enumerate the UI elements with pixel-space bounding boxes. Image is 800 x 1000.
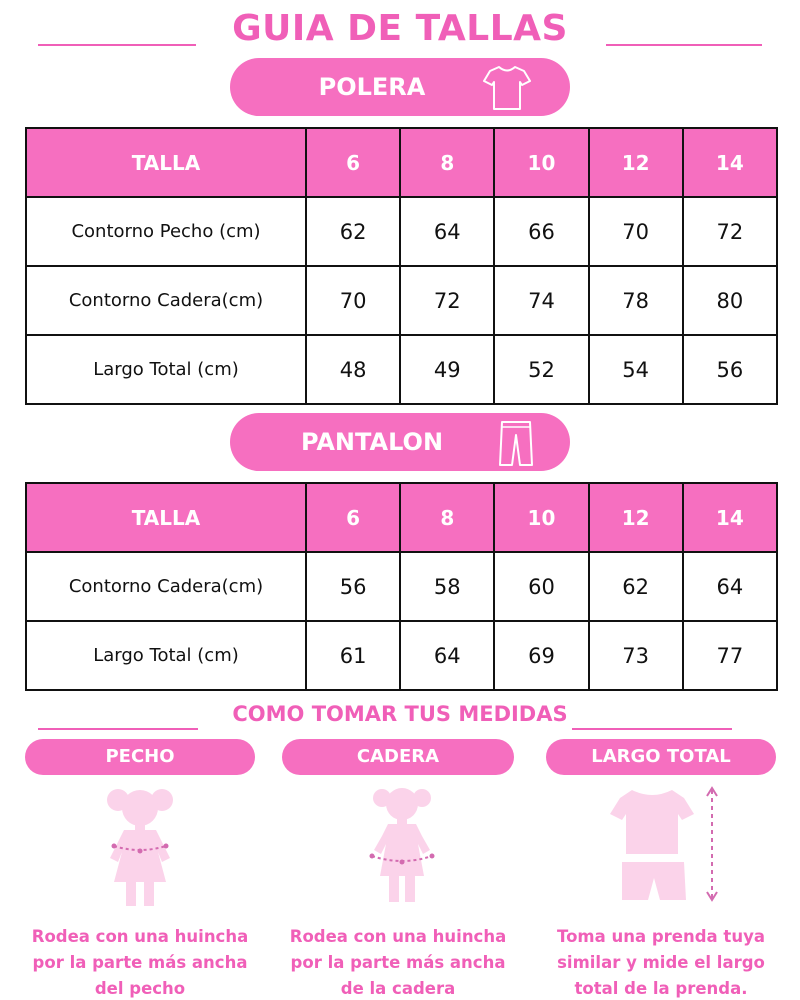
header-cell: 12 bbox=[589, 483, 683, 552]
header-cell: 6 bbox=[306, 483, 400, 552]
header-cell: 14 bbox=[683, 483, 777, 552]
how-to-title: COMO TOMAR TUS MEDIDAS bbox=[232, 702, 568, 726]
value-cell: 56 bbox=[683, 335, 777, 404]
value-cell: 70 bbox=[589, 197, 683, 266]
value-cell: 62 bbox=[589, 552, 683, 621]
polera-section-label: POLERA bbox=[318, 73, 426, 101]
header-cell: 14 bbox=[683, 128, 777, 197]
table-row bbox=[26, 621, 777, 690]
caption-line: total de la prenda. bbox=[574, 979, 748, 998]
value-cell: 58 bbox=[400, 552, 494, 621]
caption-line: por la parte más ancha bbox=[32, 953, 248, 972]
value-cell: 74 bbox=[494, 266, 588, 335]
cadera-pill: CADERA bbox=[282, 739, 514, 775]
value-cell: 77 bbox=[683, 621, 777, 690]
value-cell: 56 bbox=[306, 552, 400, 621]
how-to-header bbox=[0, 700, 800, 732]
page-title: GUIA DE TALLAS bbox=[232, 8, 568, 49]
table-header-row bbox=[26, 483, 777, 552]
table-row bbox=[26, 552, 777, 621]
value-cell: 73 bbox=[589, 621, 683, 690]
girl-chest-measure-icon bbox=[90, 780, 190, 910]
header-cell: 12 bbox=[589, 128, 683, 197]
header-cell: 10 bbox=[494, 483, 588, 552]
clothing-length-icon bbox=[604, 780, 734, 910]
table-row bbox=[26, 197, 777, 266]
row-label-cell: Largo Total (cm) bbox=[26, 335, 306, 404]
header-cell: 10 bbox=[494, 128, 588, 197]
how-to-divider-right bbox=[572, 728, 732, 730]
pantalon-section-pill bbox=[230, 413, 570, 471]
value-cell: 60 bbox=[494, 552, 588, 621]
row-label-cell: Largo Total (cm) bbox=[26, 621, 306, 690]
table-header-row bbox=[26, 128, 777, 197]
value-cell: 52 bbox=[494, 335, 588, 404]
pantalon-size-table bbox=[25, 482, 778, 691]
pecho-pill: PECHO bbox=[25, 739, 255, 775]
value-cell: 72 bbox=[400, 266, 494, 335]
pants-icon bbox=[496, 419, 536, 467]
title-row bbox=[0, 4, 800, 56]
how-to-divider-left bbox=[38, 728, 198, 730]
caption-line: del pecho bbox=[94, 979, 186, 998]
header-cell: 6 bbox=[306, 128, 400, 197]
value-cell: 72 bbox=[683, 197, 777, 266]
caption-line: Rodea con una huincha bbox=[31, 927, 249, 946]
value-cell: 54 bbox=[589, 335, 683, 404]
value-cell: 66 bbox=[494, 197, 588, 266]
caption-line: de la cadera bbox=[340, 979, 456, 998]
pantalon-section-label: PANTALON bbox=[300, 428, 444, 456]
row-label-cell: Contorno Cadera(cm) bbox=[26, 552, 306, 621]
row-label-cell: Contorno Pecho (cm) bbox=[26, 197, 306, 266]
polera-size-table bbox=[25, 127, 778, 405]
caption-line: por la parte más ancha bbox=[290, 953, 506, 972]
caption-line: similar y mide el largo bbox=[557, 953, 765, 972]
value-cell: 48 bbox=[306, 335, 400, 404]
value-cell: 69 bbox=[494, 621, 588, 690]
value-cell: 78 bbox=[589, 266, 683, 335]
value-cell: 64 bbox=[400, 197, 494, 266]
polera-section-pill bbox=[230, 58, 570, 116]
value-cell: 49 bbox=[400, 335, 494, 404]
value-cell: 62 bbox=[306, 197, 400, 266]
value-cell: 64 bbox=[683, 552, 777, 621]
header-cell: TALLA bbox=[26, 483, 306, 552]
caption-line: Rodea con una huincha bbox=[289, 927, 507, 946]
largo-total-pill: LARGO TOTAL bbox=[546, 739, 776, 775]
title-divider-right bbox=[606, 44, 762, 46]
cadera-caption bbox=[273, 924, 523, 1000]
row-label-cell: Contorno Cadera(cm) bbox=[26, 266, 306, 335]
largo-total-caption bbox=[536, 924, 786, 1000]
value-cell: 80 bbox=[683, 266, 777, 335]
girl-hip-measure-icon bbox=[352, 780, 452, 910]
value-cell: 70 bbox=[306, 266, 400, 335]
caption-line: Toma una prenda tuya bbox=[557, 927, 765, 946]
header-cell: 8 bbox=[400, 483, 494, 552]
value-cell: 61 bbox=[306, 621, 400, 690]
tshirt-icon bbox=[482, 64, 532, 112]
header-cell: 8 bbox=[400, 128, 494, 197]
pecho-caption bbox=[15, 924, 265, 1000]
header-cell: TALLA bbox=[26, 128, 306, 197]
table-row bbox=[26, 266, 777, 335]
table-row bbox=[26, 335, 777, 404]
value-cell: 64 bbox=[400, 621, 494, 690]
